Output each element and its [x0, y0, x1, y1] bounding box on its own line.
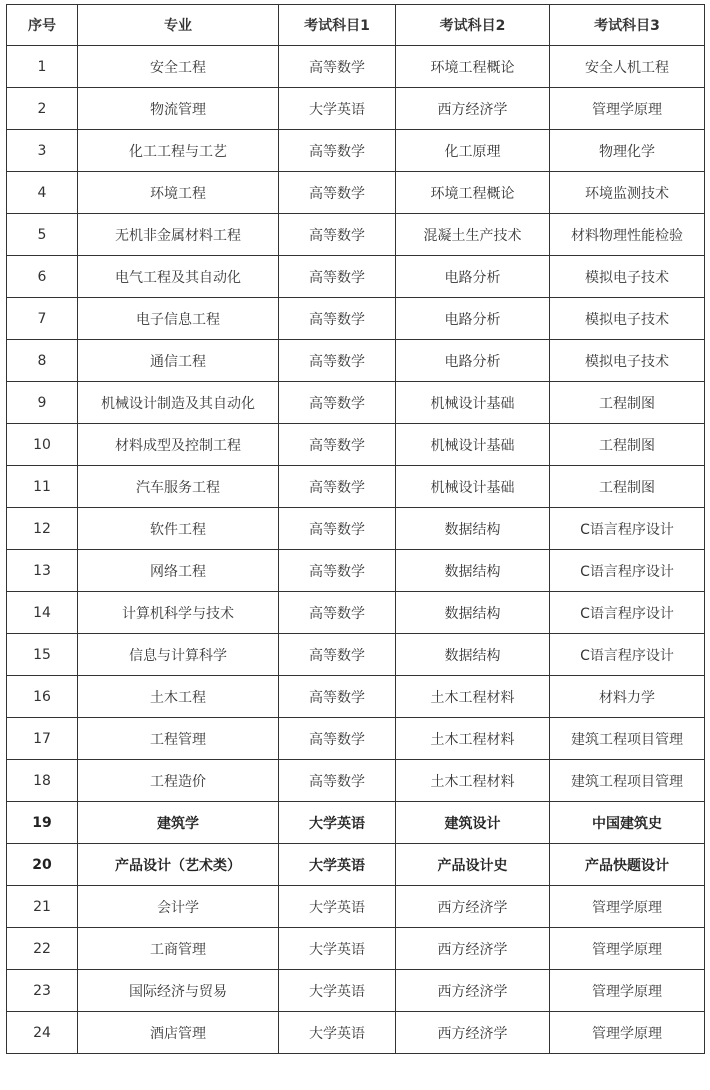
- major-name: 工程造价: [78, 760, 279, 802]
- major-name: 产品设计（艺术类）: [78, 844, 279, 886]
- table-row: [7, 340, 705, 382]
- major-name: 工商管理: [78, 928, 279, 970]
- exam-subject-3: 模拟电子技术: [550, 340, 705, 382]
- table-header-row: [7, 5, 705, 46]
- major-name: 电子信息工程: [78, 298, 279, 340]
- exam-subject-3: 环境监测技术: [550, 172, 705, 214]
- exam-subject-3: C语言程序设计: [550, 508, 705, 550]
- major-name: 土木工程: [78, 676, 279, 718]
- row-number: 4: [7, 172, 78, 214]
- exam-subject-3: 物理化学: [550, 130, 705, 172]
- exam-subject-2: 电路分析: [396, 256, 550, 298]
- exam-subject-1: 高等数学: [279, 214, 396, 256]
- exam-subject-1: 大学英语: [279, 886, 396, 928]
- major-name: 信息与计算科学: [78, 634, 279, 676]
- row-number: 24: [7, 1012, 78, 1054]
- table-row: [7, 886, 705, 928]
- table-row: [7, 46, 705, 88]
- exam-subject-2: 数据结构: [396, 550, 550, 592]
- row-number: 6: [7, 256, 78, 298]
- exam-subject-1: 高等数学: [279, 298, 396, 340]
- row-number: 20: [7, 844, 78, 886]
- major-name: 材料成型及控制工程: [78, 424, 279, 466]
- row-number: 22: [7, 928, 78, 970]
- table-row: [7, 256, 705, 298]
- table-row: [7, 466, 705, 508]
- exam-subject-1: 高等数学: [279, 46, 396, 88]
- header-subject-2: 考试科目2: [396, 5, 550, 46]
- row-number: 17: [7, 718, 78, 760]
- exam-subject-3: C语言程序设计: [550, 634, 705, 676]
- exam-subject-1: 高等数学: [279, 172, 396, 214]
- table-row: [7, 508, 705, 550]
- exam-subject-2: 混凝土生产技术: [396, 214, 550, 256]
- table-row: [7, 1012, 705, 1054]
- exam-subject-2: 土木工程材料: [396, 676, 550, 718]
- table-row: [7, 970, 705, 1012]
- exam-subject-2: 产品设计史: [396, 844, 550, 886]
- header-number: 序号: [7, 5, 78, 46]
- exam-subject-3: 中国建筑史: [550, 802, 705, 844]
- header-major: 专业: [78, 5, 279, 46]
- exam-subject-1: 高等数学: [279, 424, 396, 466]
- major-name: 安全工程: [78, 46, 279, 88]
- exam-subject-2: 西方经济学: [396, 970, 550, 1012]
- exam-subject-3: 管理学原理: [550, 970, 705, 1012]
- exam-subject-1: 高等数学: [279, 256, 396, 298]
- exam-subject-2: 数据结构: [396, 634, 550, 676]
- exam-subject-2: 环境工程概论: [396, 172, 550, 214]
- exam-subject-3: 管理学原理: [550, 928, 705, 970]
- exam-subject-2: 化工原理: [396, 130, 550, 172]
- exam-subject-1: 大学英语: [279, 928, 396, 970]
- exam-subject-2: 西方经济学: [396, 1012, 550, 1054]
- exam-subject-3: 安全人机工程: [550, 46, 705, 88]
- major-name: 工程管理: [78, 718, 279, 760]
- major-name: 化工工程与工艺: [78, 130, 279, 172]
- table-row: [7, 634, 705, 676]
- row-number: 14: [7, 592, 78, 634]
- exam-subject-1: 高等数学: [279, 592, 396, 634]
- exam-subject-1: 高等数学: [279, 760, 396, 802]
- table-row: [7, 298, 705, 340]
- exam-subject-3: 管理学原理: [550, 1012, 705, 1054]
- table-row: [7, 844, 705, 886]
- major-name: 酒店管理: [78, 1012, 279, 1054]
- row-number: 10: [7, 424, 78, 466]
- row-number: 15: [7, 634, 78, 676]
- table-row: [7, 172, 705, 214]
- major-name: 电气工程及其自动化: [78, 256, 279, 298]
- major-name: 环境工程: [78, 172, 279, 214]
- exam-subject-2: 环境工程概论: [396, 46, 550, 88]
- table-row: [7, 718, 705, 760]
- exam-subject-1: 高等数学: [279, 550, 396, 592]
- exam-subject-1: 高等数学: [279, 130, 396, 172]
- row-number: 8: [7, 340, 78, 382]
- row-number: 23: [7, 970, 78, 1012]
- exam-subject-3: 建筑工程项目管理: [550, 760, 705, 802]
- exam-subject-1: 高等数学: [279, 382, 396, 424]
- exam-subject-2: 西方经济学: [396, 886, 550, 928]
- table-row: [7, 550, 705, 592]
- exam-subject-3: 材料力学: [550, 676, 705, 718]
- major-name: 软件工程: [78, 508, 279, 550]
- exam-subject-3: 产品快题设计: [550, 844, 705, 886]
- exam-subject-1: 高等数学: [279, 508, 396, 550]
- exam-subject-2: 土木工程材料: [396, 760, 550, 802]
- exam-subject-3: 管理学原理: [550, 88, 705, 130]
- major-name: 无机非金属材料工程: [78, 214, 279, 256]
- major-name: 计算机科学与技术: [78, 592, 279, 634]
- exam-subject-1: 大学英语: [279, 1012, 396, 1054]
- table-row: [7, 802, 705, 844]
- exam-subject-1: 高等数学: [279, 718, 396, 760]
- table-row: [7, 760, 705, 802]
- exam-subject-2: 数据结构: [396, 508, 550, 550]
- table-row: [7, 88, 705, 130]
- major-name: 机械设计制造及其自动化: [78, 382, 279, 424]
- exam-subjects-table: [6, 4, 705, 1054]
- exam-subject-3: 模拟电子技术: [550, 298, 705, 340]
- exam-subject-2: 西方经济学: [396, 88, 550, 130]
- exam-subject-2: 西方经济学: [396, 928, 550, 970]
- exam-subject-1: 大学英语: [279, 970, 396, 1012]
- exam-subject-1: 高等数学: [279, 466, 396, 508]
- table-body: [7, 46, 705, 1054]
- table-row: [7, 130, 705, 172]
- exam-subject-1: 高等数学: [279, 340, 396, 382]
- major-name: 国际经济与贸易: [78, 970, 279, 1012]
- exam-subject-1: 大学英语: [279, 88, 396, 130]
- exam-subject-2: 建筑设计: [396, 802, 550, 844]
- row-number: 5: [7, 214, 78, 256]
- row-number: 21: [7, 886, 78, 928]
- exam-subject-3: 管理学原理: [550, 886, 705, 928]
- row-number: 3: [7, 130, 78, 172]
- row-number: 7: [7, 298, 78, 340]
- exam-subject-1: 高等数学: [279, 634, 396, 676]
- exam-subject-3: 材料物理性能检验: [550, 214, 705, 256]
- exam-subject-3: 模拟电子技术: [550, 256, 705, 298]
- exam-subject-2: 机械设计基础: [396, 424, 550, 466]
- exam-subject-3: C语言程序设计: [550, 592, 705, 634]
- major-name: 网络工程: [78, 550, 279, 592]
- table-row: [7, 382, 705, 424]
- exam-subject-1: 大学英语: [279, 802, 396, 844]
- row-number: 1: [7, 46, 78, 88]
- table-row: [7, 424, 705, 466]
- major-name: 会计学: [78, 886, 279, 928]
- row-number: 2: [7, 88, 78, 130]
- exam-subject-2: 数据结构: [396, 592, 550, 634]
- exam-subject-2: 电路分析: [396, 298, 550, 340]
- header-subject-1: 考试科目1: [279, 5, 396, 46]
- exam-subject-2: 机械设计基础: [396, 466, 550, 508]
- row-number: 9: [7, 382, 78, 424]
- exam-subject-1: 高等数学: [279, 676, 396, 718]
- exam-subject-1: 大学英语: [279, 844, 396, 886]
- major-name: 通信工程: [78, 340, 279, 382]
- table-row: [7, 676, 705, 718]
- table-row: [7, 214, 705, 256]
- row-number: 18: [7, 760, 78, 802]
- exam-subject-3: 工程制图: [550, 382, 705, 424]
- exam-subject-3: 工程制图: [550, 466, 705, 508]
- exam-subject-2: 电路分析: [396, 340, 550, 382]
- table-row: [7, 928, 705, 970]
- header-subject-3: 考试科目3: [550, 5, 705, 46]
- row-number: 19: [7, 802, 78, 844]
- row-number: 11: [7, 466, 78, 508]
- exam-subject-2: 机械设计基础: [396, 382, 550, 424]
- exam-subject-3: C语言程序设计: [550, 550, 705, 592]
- row-number: 12: [7, 508, 78, 550]
- row-number: 13: [7, 550, 78, 592]
- major-name: 物流管理: [78, 88, 279, 130]
- row-number: 16: [7, 676, 78, 718]
- table-row: [7, 592, 705, 634]
- major-name: 建筑学: [78, 802, 279, 844]
- exam-subject-3: 建筑工程项目管理: [550, 718, 705, 760]
- exam-subject-2: 土木工程材料: [396, 718, 550, 760]
- exam-subject-3: 工程制图: [550, 424, 705, 466]
- major-name: 汽车服务工程: [78, 466, 279, 508]
